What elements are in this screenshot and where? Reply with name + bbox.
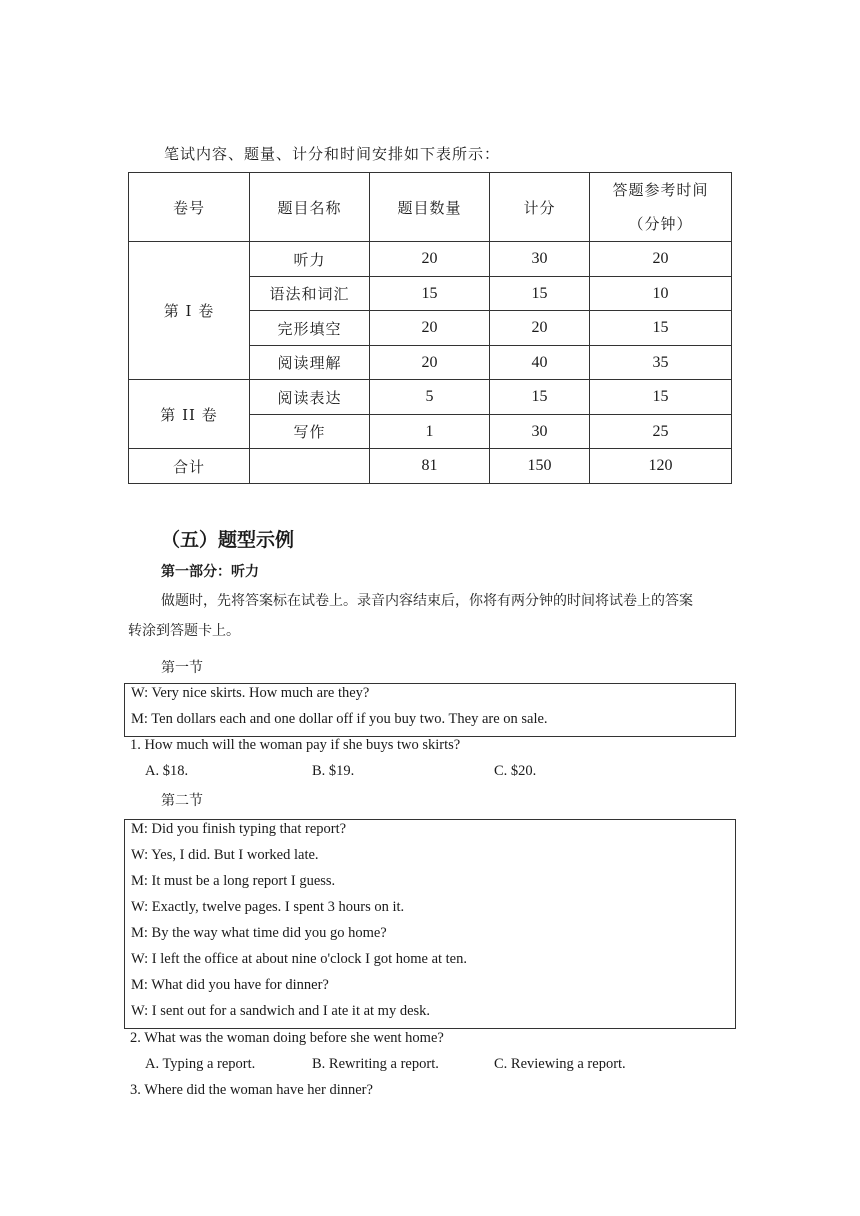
row-count: 1 (370, 415, 490, 449)
paper-1-cell: 第 I 卷 (129, 242, 250, 380)
row-name: 写作 (250, 415, 370, 449)
table-total-row (129, 449, 732, 484)
row-name: 听力 (250, 242, 370, 277)
header-count: 题目数量 (370, 173, 490, 242)
dialogue-line: W: Very nice skirts. How much are they? (131, 685, 370, 701)
option-b: B. Rewriting a report. (312, 1056, 439, 1072)
paper-2-cell: 第 II 卷 (129, 380, 250, 449)
total-time: 120 (590, 449, 732, 484)
header-time (590, 173, 732, 242)
row-name: 阅读表达 (250, 380, 370, 415)
total-name (250, 449, 370, 484)
row-name: 阅读理解 (250, 346, 370, 380)
option-c: C. Reviewing a report. (494, 1056, 626, 1072)
dialogue-line: W: Exactly, twelve pages. I spent 3 hours on it. (131, 899, 405, 915)
row-time: 15 (590, 380, 732, 415)
row-name: 语法和词汇 (250, 277, 370, 311)
dialogue-line: M: Did you finish typing that report? (131, 821, 347, 837)
dialogue-line: M: By the way what time did you go home? (131, 925, 387, 941)
row-time: 20 (590, 242, 732, 277)
table-row (129, 380, 732, 415)
row-time: 10 (590, 277, 732, 311)
header-score: 计分 (490, 173, 590, 242)
row-score: 15 (490, 380, 590, 415)
section-2-title: 第二节 (161, 793, 203, 809)
dialogue-box-2 (124, 819, 736, 1029)
row-count: 5 (370, 380, 490, 415)
dialogue-line: M: It must be a long report I guess. (131, 873, 336, 889)
row-count: 20 (370, 346, 490, 380)
section-title: （五）题型示例 (161, 529, 295, 551)
row-time: 25 (590, 415, 732, 449)
header-paper: 卷号 (129, 173, 250, 242)
dialogue-line: W: Yes, I did. But I worked late. (131, 847, 319, 863)
row-name: 完形填空 (250, 311, 370, 346)
option-b: B. $19. (312, 763, 355, 779)
question-3: 3. Where did the woman have her dinner? (130, 1082, 373, 1098)
dialogue-line: M: What did you have for dinner? (131, 977, 329, 993)
option-a: A. $18. (145, 763, 189, 779)
table-row (129, 242, 732, 277)
table-header-row (129, 173, 732, 242)
question-2: 2. What was the woman doing before she went home? (130, 1030, 444, 1046)
dialogue-box-1 (124, 683, 736, 737)
row-count: 15 (370, 277, 490, 311)
row-time: 15 (590, 311, 732, 346)
row-count: 20 (370, 311, 490, 346)
intro-text: 笔试内容、题量、计分和时间安排如下表所示： (164, 145, 501, 163)
dialogue-line: W: I left the office at about nine o'clock I got home at ten. (131, 951, 467, 967)
instructions-line-1: 做题时，先将答案标在试卷上。录音内容结束后，你将有两分钟的时间将试卷上的答案 (161, 593, 693, 609)
dialogue-line: M: Ten dollars each and one dollar off if you buy two. They are on sale. (131, 711, 548, 727)
part-title: 第一部分：听力 (161, 564, 259, 580)
row-score: 30 (490, 242, 590, 277)
instructions (128, 586, 732, 646)
row-score: 30 (490, 415, 590, 449)
instructions-line-2: 转涂到答题卡上。 (128, 623, 240, 639)
total-score: 150 (490, 449, 590, 484)
header-time-line1: 答题参考时间 (612, 181, 709, 199)
option-c: C. $20. (494, 763, 537, 779)
row-score: 20 (490, 311, 590, 346)
row-score: 40 (490, 346, 590, 380)
row-score: 15 (490, 277, 590, 311)
row-time: 35 (590, 346, 732, 380)
total-label: 合计 (129, 449, 250, 484)
header-time-line2: （分钟） (628, 215, 693, 233)
header-name: 题目名称 (250, 173, 370, 242)
row-count: 20 (370, 242, 490, 277)
total-count: 81 (370, 449, 490, 484)
section-1-title: 第一节 (161, 660, 203, 676)
dialogue-line: W: I sent out for a sandwich and I ate it at my desk. (131, 1003, 431, 1019)
question-1: 1. How much will the woman pay if she buys two skirts? (130, 737, 461, 753)
exam-structure-table (128, 172, 732, 484)
option-a: A. Typing a report. (145, 1056, 256, 1072)
